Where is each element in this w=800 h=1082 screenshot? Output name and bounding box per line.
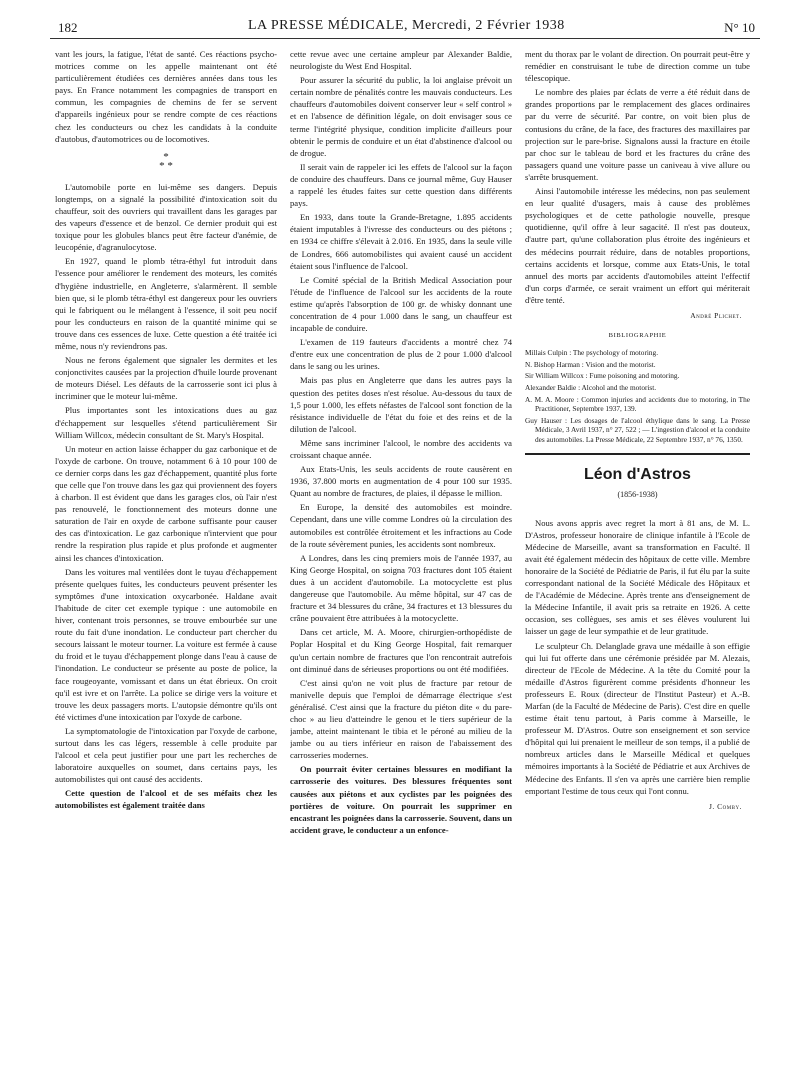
bibliography-heading: BIBLIOGRAPHIE bbox=[608, 332, 667, 340]
paragraph: Cette question de l'alcool et de ses méfaits chez les automobilistes est également traitée dans bbox=[55, 788, 277, 811]
obituary-dates: (1856-1938) bbox=[617, 489, 658, 499]
column-3 bbox=[525, 48, 750, 1058]
paragraph: C'est ainsi qu'on ne voit plus de fracture par retour de manivelle depuis que l'emploi de démarrage électrique s'est généralisé. C'est ainsi que la fracture du piéton dite « du pare-choc » au lieu d'atteindre le genou et le tiers supérieur de la jambe, atteint maintenant le tibia et le péroné au milieu de la jambe ou au tiers inférieur en raison de l'abaissement des carrosseries modernes. bbox=[290, 677, 512, 761]
paragraph: Pour assurer la sécurité du public, la loi anglaise prévoit un certain nombre de pénalités contre les mauvais conducteurs. Les chauffeurs d'automobiles doivent conserver leur « self control » et en l'absence de définition légale, on doit envisager sous ce terme l'intégrité physique, condition implicite d'ailleurs pour obtenir le permis de conduire et un état d'abstinence d'alcool ou de drogue. bbox=[290, 75, 512, 158]
paragraph: En 1933, dans toute la Grande-Bretagne, 1.895 accidents étaient imputables à l'ivresse des conducteurs ou des piétons ; en 1934 ce chiffre s'élevait à 2.016. En 1935, dans la seule ville de Londres, 666 automobilistes qui avaient causé un accident étaient sous l'influence de l'alcool. bbox=[290, 212, 512, 271]
paragraph: Dans cet article, M. A. Moore, chirurgien-orthopédiste de Poplar Hospital et du King George Hospital, fait remarquer qu'un certain nombre de fractures que l'on rencontrait autrefois ont diminué dans de sérieuses proportions ou ont été modifiées. bbox=[290, 627, 512, 674]
bibliography-entry: A. M. A. Moore : Common injuries and accidents due to motoring, in The Practitioner, Septembre 1937, 139. bbox=[525, 394, 750, 414]
author-signature: André Plichet. bbox=[690, 310, 742, 320]
column-1 bbox=[55, 48, 277, 1058]
paragraph: Le sculpteur Ch. Delanglade grava une médaille à son effigie qui lui fut offerte dans une cérémonie présidée par M. Alezais, directeur de l'Ecole de Médecine. A la tête du Comité pour la médaille d'Astros figurèrent comme présidents d'honneur les professeurs E. Roux (directeur de l'Institut Pasteur) et A.-B. Marfan (de la Faculté de Médecine de Paris). C'est dire en quelle estime était tenu partout, à Paris comme à Marseille, le professeur M. D'Astros. Outre son enseignement et son service d'hôpital qui lui prenaient le meilleur de son temps, il a publié de nombreux articles dans le Marseille Médical et quelques mémoires importants à la Société de Pédiatrie et aux Archives de Médecine des Enfants. Il s'en va après une carrière bien remplie emportant l'estime de tous ceux qui l'ont connu. bbox=[525, 640, 750, 796]
paragraph: Même sans incriminer l'alcool, le nombre des accidents va croissant chaque année. bbox=[290, 437, 512, 460]
paragraph: cette revue avec une certaine ampleur par Alexander Baldie, neurologiste du West End Hospital. bbox=[290, 49, 512, 72]
paragraph: Un moteur en action laisse échapper du gaz carbonique et de l'oxyde de carbone. On trouve, notamment 6 à 10 pour 100 de ce dernier corps dans les gaz d'échappement, quantité plus forte que celle que l'on trouve dans les gaz qui proviennent des foyers à charbon. Il est évident que dans les garages clos, où l'air n'est pas renouvelé, le fonctionnement des moteurs donne une saturation de l'air en oxyde de carbone suffisante pour causer des cas d'intoxication. Le gaz carbonique n'intervient que pour rendre la respiration plus rapide et plus profonde et augmenter ainsi les chances d'intoxication. bbox=[55, 443, 277, 563]
header-rule bbox=[50, 38, 760, 39]
paragraph: En 1927, quand le plomb tétra-éthyl fut introduit dans l'essence pour améliorer le rendement des moteurs, les comités d'hygiène industrielle, en Angleterre, s'alarmèrent. Il semble bien que, si le plomb tétra-éthyl est dangereux pour les ouvriers qui le fabriquent ou le mélangent à l'essence, il soit peu nocif pour les conducteurs en raison de la quantité minime qui se trouve dans ces essences de luxe. Cette question a été traitée ici même, nous n'y reviendrons pas. bbox=[55, 256, 277, 351]
paragraph: Nous ne ferons également que signaler les dermites et les conjonctivites causées par la projection d'huile lourde provenant de moteurs Diésel. Les défauts de la carrosserie sont ici plus à incriminer que le moteur lui-même. bbox=[55, 355, 277, 402]
bibliography-entry: Millais Culpin : The psychology of motoring. bbox=[525, 348, 659, 358]
column-2 bbox=[290, 48, 512, 1058]
page-number: 182 bbox=[58, 20, 78, 35]
paragraph: Mais pas plus en Angleterre que dans les autres pays la question des petites doses n'est résolue. Au-dessous du taux de 1,5 pour 1.000, les effets néfastes de l'alcool sont fonction de la résistance individuelle de l'état du foie et des reins et de la dilution de l'alcool. bbox=[290, 375, 512, 434]
paragraph: En Europe, la densité des automobiles est moindre. Cependant, dans une ville comme Londres où la circulation des automobiles est contrôlée étroitement et les infractions au Code de la route sévèrement punies, les accidents sont nombreux. bbox=[290, 502, 512, 549]
bibliography bbox=[525, 348, 750, 444]
paragraph: Il serait vain de rappeler ici les effets de l'alcool sur la façon de conduire des chauffeurs. Dans ce journal même, Guy Hauser a rappelé les études faites sur cette question dans différents pays. bbox=[290, 161, 512, 209]
paragraph: On pourrait éviter certaines blessures en modifiant la carrosserie des voitures. Des blessures fréquentes sont causées aux piétons et aux cyclistes par les poignées des portières de voiture. On pourrait les supprimer en encastrant les poignées dans la carrosserie. Souvent, dans un accident grave, le conducteur a un enfonce- bbox=[290, 764, 512, 835]
page-header bbox=[58, 18, 755, 40]
paragraph: A Londres, dans les cinq premiers mois de l'année 1937, au King George Hospital, on soigna 703 fractures dont 105 étaient dues à un accident d'automobile. La motocyclette est plus dangereuse que l'automobile. Au même hôpital, sur 47 cas de fracture et 34 blessures du crâne, 34 fractures et 13 blessures du crâne pouvaient être attribuées à la motocyclette. bbox=[290, 552, 512, 624]
obituary-signature: J. Comby. bbox=[708, 801, 742, 811]
paragraph: Plus importantes sont les intoxications dues au gaz d'échappement sur lesquelles s'étend particulièrement Sir William Willcox, médecin consultant de St. Mary's Hospital. bbox=[55, 405, 277, 440]
section-divider bbox=[525, 453, 750, 455]
paragraph: La symptomatologie de l'intoxication par l'oxyde de carbone, surtout dans les cas légers, ressemble à celle produite par l'alcool et cela peut justifier pour une part les recherches de laboratoire auxquelles on soumet, dans certains pays, les automobilistes qui ont causé des accidents. bbox=[55, 725, 277, 785]
paragraph: ment du thorax par le volant de direction. On pourrait peut-être y remédier en construisant le tube de direction comme un tube télescopique. bbox=[525, 49, 750, 84]
obituary-title: Léon d'Astros bbox=[584, 465, 691, 483]
bibliography-entry: Alexander Baldie : Alcohol and the motorist. bbox=[525, 382, 657, 392]
paragraph: Le Comité spécial de la British Medical Association pour l'étude de l'influence de l'alcool sur les accidents de la route estime qu'après l'absorption de 100 gr. de whisky donnant une concentration de 4 pour 1.000 dans le sang, un chauffeur est incapable de conduire. bbox=[290, 274, 512, 334]
paragraph: L'automobile porte en lui-même ses dangers. Depuis longtemps, on a signalé la possibilité d'intoxication soit du chauffeur, soit des ouvriers qui travaillent dans les garages par des vapeurs d'essence et de benzol. Ce dernier produit qui est toxique pour les globules blancs peut être facteur d'anémie, de leucopénie, d'agranulocytose. bbox=[55, 181, 277, 253]
journal-title: LA PRESSE MÉDICALE, Mercredi, 2 Février 1938 bbox=[248, 18, 565, 33]
bibliography-entry: Guy Hauser : Les dosages de l'alcool éthylique dans le sang. La Presse Médicale, 3 Avril 1937, n° 27, 522 ; — L'ingestion d'alcool et la conduite des automobiles. La Presse Médicale, 22 Septembre 1937, n° 76, 1350. bbox=[525, 415, 750, 444]
paragraph: Le nombre des plaies par éclats de verre a été réduit dans de grandes proportions par le remplacement des glaces ordinaires par du verre de sécurité. Par contre, on voit bien plus de contusions du crâne, de la face, des fractures des maxillaires par projection sur le pare-brise. Signalons aussi la fracture en étoile par choc sur le tableau de bord et les fractures du crâne des passagers quand une voiture passe un caniveau à vive allure ou s'arrête brusquement. bbox=[525, 87, 750, 182]
paragraph: Ainsi l'automobile intéresse les médecins, non pas seulement en leur qualité d'usagers, mais à cause des problèmes psychologiques et de cette pathologie nouvelle, presque quotidienne, qu'il offre à leur sagacité. Il n'est pas douteux, d'autre part, qu'une collaboration plus étroite des ingénieurs et des médecins pourrait réduire, dans de notables proportions, certains accidents et lorsque, comme aux Etats-Unis, le total annuel des morts par accidents d'automobiles atteint l'effectif d'un corps d'armée, ce serait vraiment un effort qui mériterait d'être tenté. bbox=[525, 186, 750, 305]
paragraph: Aux Etats-Unis, les seuls accidents de route causèrent en 1936, 37.800 morts en augmentation de 4 pour 100 sur 1935. Quant au nombre de fractures, de plaies, il dépasse le million. bbox=[290, 464, 512, 499]
section-stars: * * * bbox=[159, 150, 173, 172]
paragraph: Dans les voitures mal ventilées dont le tuyau d'échappement présente quelques fuites, les conducteurs peuvent présenter les symptômes d'une intoxication oxycarbonée. Haldane avait l'habitude de citer cet exemple typique : une automobile en hiver, contenant trois personnes, se trouve embourbée sur une route du fait d'une inondation. Le conducteur part chercher du secours laissant le moteur tourner. La voiture est fermée à cause du froid et le tuyau d'échappement plonge dans l'eau à cause de l'inondation. Le conducteur se présente au poste de police, la face rougeoyante, vomissant et dans un état ébrieux. On croit qu'il est ivre et on l'arrête. La police se dirige vers la voiture et trouve les deux passagers morts. L'autopsie démontre qu'ils ont été victimes d'une intoxication par l'oxyde de carbone. bbox=[55, 566, 277, 722]
bibliography-entry: Sir William Willcox : Fume poisoning and motoring. bbox=[525, 371, 680, 381]
paragraph: Nous avons appris avec regret la mort à 81 ans, de M. L. D'Astros, professeur honoraire de clinique infantile à l'Ecole de Médecine de Marseille, avant sa transformation en Faculté. Il avait été également médecin des hôpitaux de cette ville. Membre honoraire de la Société de Pédiatrie de Paris, il fut élu par la suite correspondant national de la Société Médicale des Hôpitaux et de l'Académie de Médecine. Après trente ans d'enseignement de la Médecine Infantile, il avait pris sa retraite en 1926. A cette occasion, ses collègues, ses amis et ses élèves voulurent lui laisser un gage de leur sympathie et de leur gratitude. bbox=[525, 517, 750, 637]
paragraph: vant les jours, la fatigue, l'état de santé. Ces réactions psycho-motrices comme on les appelle maintenant ont été particulièrement étudiées ces dernières années dans tous les pays. En France notamment les compagnies de transport en commun, les compagnies de chemins de fer se servent d'appareils ingénieux pour se rendre compte de ces réactions chez les conducteurs ou chez les candidats à la conduite d'autobus, d'automotrices ou de locomotives. bbox=[55, 49, 277, 144]
bibliography-entry: N. Bishop Harman : Vision and the motorist. bbox=[525, 359, 656, 369]
paragraph: L'examen de 119 fauteurs d'accidents a montré chez 74 d'entre eux une concentration de plus de 2 pour 1.000 d'alcool dans le sang ou les urines. bbox=[290, 337, 512, 372]
issue-number: N° 10 bbox=[724, 20, 755, 35]
